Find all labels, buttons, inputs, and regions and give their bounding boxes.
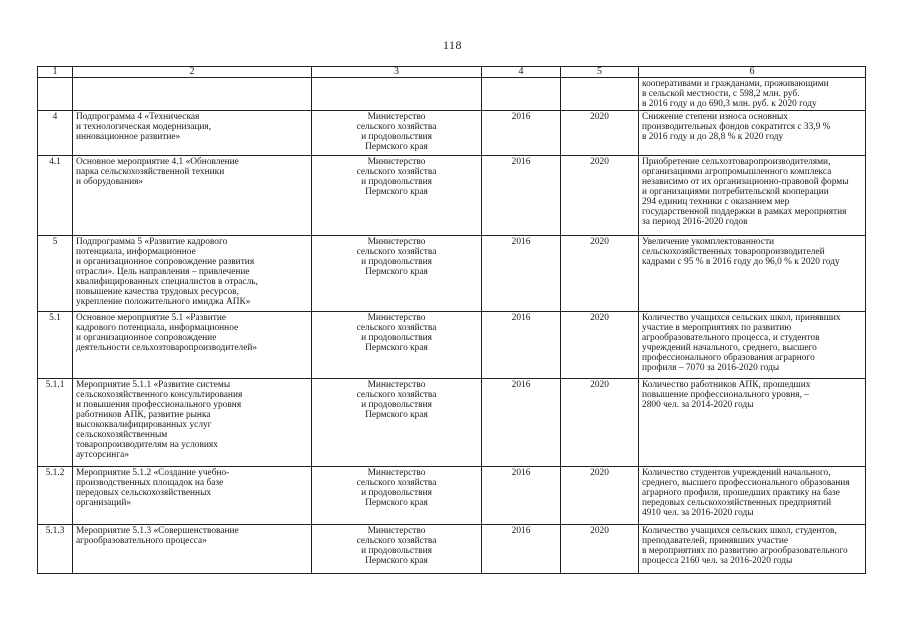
row-number — [38, 78, 73, 111]
header-col-1: 1 — [38, 67, 73, 78]
row-name: Основное мероприятие 4.1 «Обновление парка сельскохозяйственной техники и оборудования» — [73, 156, 312, 236]
row-executor: Министерство сельского хозяйства и продовольствия Пермского края — [312, 156, 482, 236]
header-col-5: 5 — [561, 67, 639, 78]
row-end-year: 2020 — [561, 156, 639, 236]
table-row — [38, 78, 866, 111]
header-col-2: 2 — [73, 67, 312, 78]
row-number: 5 — [38, 236, 73, 312]
row-executor: Министерство сельского хозяйства и продовольствия Пермского края — [312, 467, 482, 525]
row-start-year: 2016 — [482, 467, 561, 525]
row-name: Основное мероприятие 5.1 «Развитие кадрового потенциала, информационное и организационное сопровождение деятельности сельхозтоваропроизводителей» — [73, 312, 312, 379]
row-end-year: 2020 — [561, 312, 639, 379]
row-name — [73, 78, 312, 111]
row-number: 4.1 — [38, 156, 73, 236]
row-result: Количество студентов учреждений начального, среднего, высшего профессионального образования аграрного профиля, прошедших практику на базе передовых сельскохозяйственных предприятий 4910 чел. за 2016-2020 годы — [639, 467, 866, 525]
table-row — [38, 111, 866, 156]
row-start-year: 2016 — [482, 525, 561, 574]
row-result: Количество работников АПК, прошедших повышение профессионального уровня, – 2800 чел. за 2014-2020 годы — [639, 379, 866, 467]
row-end-year: 2020 — [561, 379, 639, 467]
row-number: 5.1.1 — [38, 379, 73, 467]
row-end-year: 2020 — [561, 525, 639, 574]
row-executor: Министерство сельского хозяйства и продовольствия Пермского края — [312, 379, 482, 467]
row-start-year — [482, 78, 561, 111]
row-start-year: 2016 — [482, 312, 561, 379]
table-row — [38, 379, 866, 467]
row-name: Мероприятие 5.1.3 «Совершенствование агрообразовательного процесса» — [73, 525, 312, 574]
program-table — [37, 66, 866, 574]
row-executor: Министерство сельского хозяйства и продовольствия Пермского края — [312, 312, 482, 379]
row-end-year: 2020 — [561, 111, 639, 156]
row-name: Мероприятие 5.1.2 «Создание учебно- производственных площадок на базе передовых сельскохозяйственных организаций» — [73, 467, 312, 525]
row-name: Подпрограмма 5 «Развитие кадрового потенциала, информационное и организационное сопровождение развития отрасли». Цель направления – привлечение квалифицированных специалистов в отрасль, повышение качества трудовых ресурсов, укрепление положительного имиджа АПК» — [73, 236, 312, 312]
row-end-year: 2020 — [561, 467, 639, 525]
table-row — [38, 525, 866, 574]
table-row — [38, 236, 866, 312]
row-start-year: 2016 — [482, 379, 561, 467]
row-executor — [312, 78, 482, 111]
table-row — [38, 156, 866, 236]
row-result: Приобретение сельхозтоваропроизводителями, организациями агропромышленного комплекса независимо от их организационно-правовой формы и организациями потребительской кооперации 294 единиц техники с оказанием мер государственной поддержки в рамках мероприятия за период 2016-2020 годов — [639, 156, 866, 236]
table-row — [38, 467, 866, 525]
row-start-year: 2016 — [482, 111, 561, 156]
row-result: Количество учащихся сельских школ, принявших участие в мероприятиях по развитию агрообразовательного процесса, и студентов учреждений начального, среднего, высшего профессионального образования аграрного профиля – 7070 за 2016-2020 годы — [639, 312, 866, 379]
table-row — [38, 312, 866, 379]
row-executor: Министерство сельского хозяйства и продовольствия Пермского края — [312, 236, 482, 312]
row-start-year: 2016 — [482, 236, 561, 312]
header-col-6: 6 — [639, 67, 866, 78]
row-start-year: 2016 — [482, 156, 561, 236]
row-executor: Министерство сельского хозяйства и продовольствия Пермского края — [312, 111, 482, 156]
row-end-year: 2020 — [561, 236, 639, 312]
row-end-year — [561, 78, 639, 111]
row-result: Количество учащихся сельских школ, студентов, преподавателей, принявших участие в мероприятиях по развитию агрообразовательного процесса 2160 чел. за 2016-2020 годы — [639, 525, 866, 574]
row-result: Увеличение укомплектованности сельскохозяйственных товаропроизводителей кадрами с 95 % в 2016 году до 96,0 % к 2020 году — [639, 236, 866, 312]
row-number: 5.1.3 — [38, 525, 73, 574]
header-col-4: 4 — [482, 67, 561, 78]
header-col-3: 3 — [312, 67, 482, 78]
row-number: 4 — [38, 111, 73, 156]
row-number: 5.1.2 — [38, 467, 73, 525]
row-result: кооперативами и гражданами, проживающими в сельской местности, с 598,2 млн. руб. в 2016 году и до 690,3 млн. руб. к 2020 году — [639, 78, 866, 111]
page-number: 118 — [442, 38, 463, 52]
row-result: Снижение степени износа основных производительных фондов сократится с 33,9 % в 2016 году и до 28,8 % к 2020 году — [639, 111, 866, 156]
header-row — [38, 67, 866, 78]
row-name: Подпрограмма 4 «Техническая и технологическая модернизация, инновационное развитие» — [73, 111, 312, 156]
row-number: 5.1 — [38, 312, 73, 379]
row-executor: Министерство сельского хозяйства и продовольствия Пермского края — [312, 525, 482, 574]
row-name: Мероприятие 5.1.1 «Развитие системы сельскохозяйственного консультирования и повышения профессионального уровня работников АПК, развитие рынка высококвалифицированных услуг сельскохозяйственным товаропроизводителям на условиях аутсорсинга» — [73, 379, 312, 467]
